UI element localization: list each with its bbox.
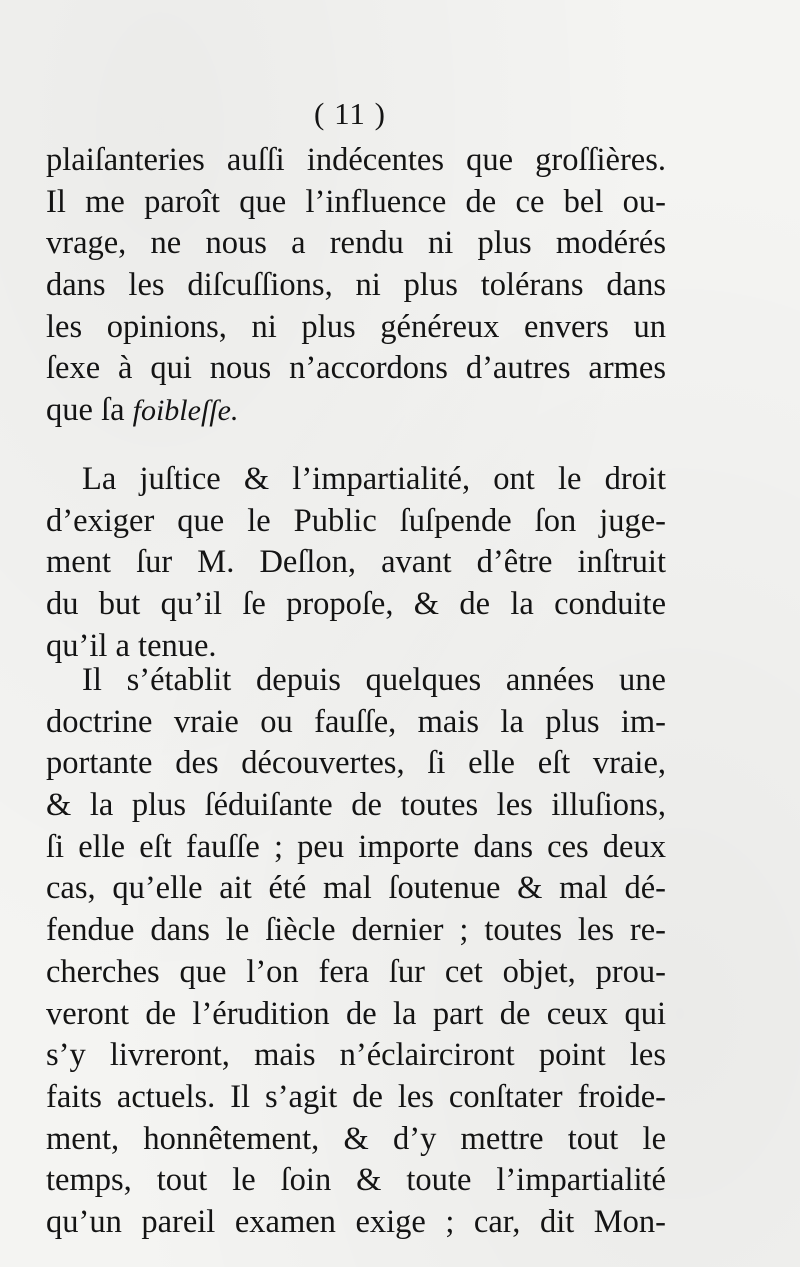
text-line-prefix: que ſa — [46, 392, 133, 429]
paragraph-1 — [46, 140, 666, 432]
text-line: qu’un pareil examen exige ; car, dit Mon- — [46, 1203, 666, 1240]
text-line: du but qu’il ſe propoſe, & de la conduite — [46, 586, 666, 623]
text-line: ment, honnêtement, & d’y mettre tout le — [46, 1120, 666, 1157]
text-line: veront de l’érudition de la part de ceux qui — [46, 995, 666, 1032]
text-line: d’exiger que le Public ſuſpende ſon juge- — [46, 502, 666, 539]
text-line: s’y livreront, mais n’éclairciront point les — [46, 1037, 666, 1074]
text-line: portante des découvertes, ſi elle eſt vraie, — [46, 745, 666, 782]
text-line: plaiſanteries auſſi indécentes que groſſières. — [46, 142, 666, 178]
text-line: ſexe à qui nous n’accordons d’autres armes — [46, 350, 666, 387]
text-line: dans les diſcuſſions, ni plus tolérans dans — [46, 267, 666, 304]
text-line: fendue dans le ſiècle dernier ; toutes les re- — [46, 912, 666, 949]
text-line: faits actuels. Il s’agit de les conſtater froide- — [46, 1078, 666, 1115]
text-line: qu’il a tenue. — [46, 627, 217, 664]
text-line: Il me paroît que l’influence de ce bel ou- — [46, 183, 666, 220]
text-line: les opinions, ni plus généreux envers un — [46, 308, 666, 345]
text-line: La juſtice & l’impartialité, ont le droit — [82, 461, 666, 497]
italic-word: foibleſſe. — [132, 394, 239, 428]
paragraph-3 — [46, 660, 666, 1244]
text-line: doctrine vraie ou fauſſe, mais la plus im- — [46, 703, 666, 740]
text-line: & la plus ſéduiſante de toutes les illuſions, — [46, 787, 666, 824]
text-line: vrage, ne nous a rendu ni plus modérés — [46, 225, 666, 262]
paragraph-2 — [46, 459, 666, 667]
text-line-last — [46, 390, 666, 432]
page-number: ( 11 ) — [314, 96, 386, 131]
text-line: ſi elle eſt fauſſe ; peu importe dans ces deux — [46, 828, 666, 865]
text-line: Il s’établit depuis quelques années une — [82, 662, 666, 698]
text-line: cherches que l’on fera ſur cet objet, prou- — [46, 953, 666, 990]
text-line: temps, tout le ſoin & toute l’impartialité — [46, 1162, 666, 1199]
text-line: cas, qu’elle ait été mal ſoutenue & mal dé- — [46, 870, 666, 907]
text-line: ment ſur M. Deſlon, avant d’être inſtruit — [46, 544, 666, 581]
